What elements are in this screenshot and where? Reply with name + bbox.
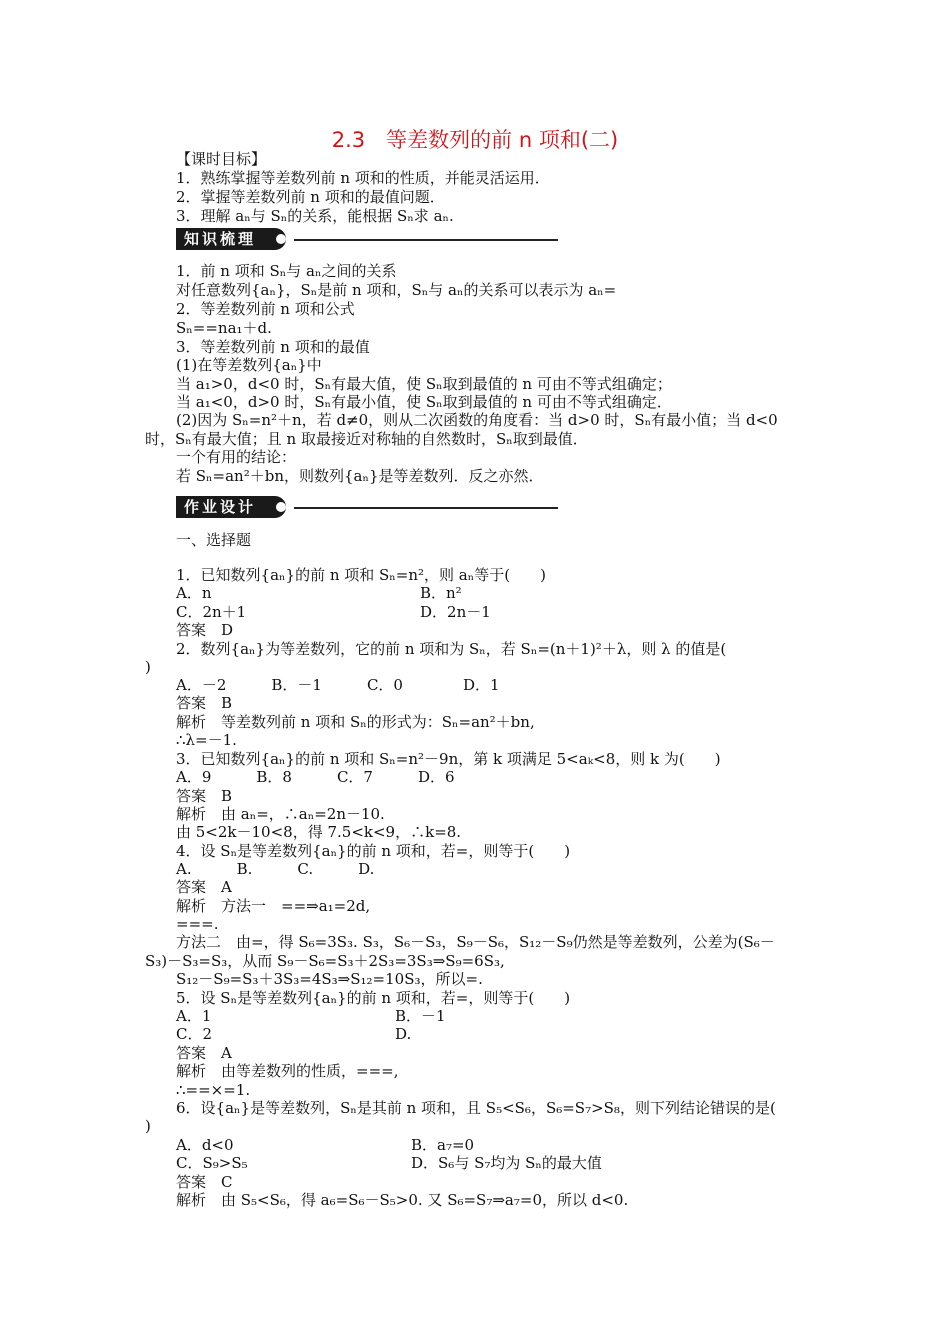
knowledge-line: Sₙ==na₁＋d. [176,319,272,337]
knowledge-line: 时，Sₙ有最大值；且 n 取最接近对称轴的自然数时，Sₙ取到最值． [145,430,588,448]
knowledge-line: 当 a₁<0，d>0 时，Sₙ有最小值，使 Sₙ取到最值的 n 可由不等式组确定． [176,393,672,411]
exercise-heading: 一、选择题 [176,531,252,549]
question-line: 2．数列{aₙ}为等差数列，它的前 n 项和为 Sₙ，若 Sₙ=(n＋1)²＋λ，则 λ 的值是( [176,640,727,658]
option-line: A. B. C. D. [176,860,375,878]
question-line: ) [145,658,151,676]
divider [294,239,558,241]
option-line: D．S₆与 S₇均为 Sₙ的最大值 [411,1154,602,1172]
question-line: 4．设 Sₙ是等差数列{aₙ}的前 n 项和，若=，则等于( ) [176,842,571,860]
option-line: A．d<0 [176,1136,234,1154]
option-line: B．－1 [395,1007,446,1025]
knowledge-line: 一个有用的结论： [176,448,297,466]
explanation-line: ∴==×=1. [176,1081,251,1099]
explanation-line: 解析 由等差数列的性质，===, [176,1062,399,1080]
knowledge-line: 3．等差数列前 n 项和的最值 [176,338,370,356]
option-line: D. [395,1025,412,1043]
objectives-heading: 【课时目标】 [176,150,267,168]
explanation-line: 由 5<2k－10<8，得 7.5<k<9，∴k=8. [176,823,462,841]
explanation-line: S₁₂－S₉=S₃＋3S₃=4S₃⇒S₁₂=10S₃，所以=. [176,970,483,988]
question-line: 1．已知数列{aₙ}的前 n 项和 Sₙ=n²，则 aₙ等于( ) [176,566,546,584]
answer-line: 答案 B [176,694,233,712]
answer-line: 答案 D [176,621,234,639]
option-line: A．1 [176,1007,212,1025]
explanation-line: 解析 方法一 ==⇒a₁=2d, [176,897,371,915]
knowledge-line: (2)因为 Sₙ=n²＋n，若 d≠0，则从二次函数的角度看：当 d>0 时，Sₙ有最小值；当 d<0 [176,411,778,429]
answer-line: 答案 B [176,787,233,805]
section-label: 作业设计 [176,496,286,518]
explanation-line: ===. [176,915,219,933]
explanation-line: 解析 由 S₅<S₆，得 a₆=S₆－S₅>0. 又 S₆=S₇⇒a₇=0，所以 d<0. [176,1191,629,1209]
knowledge-line: 对任意数列{aₙ}，Sₙ是前 n 项和，Sₙ与 aₙ的关系可以表示为 aₙ= [176,281,617,299]
knowledge-line: 1．前 n 项和 Sₙ与 aₙ之间的关系 [176,262,397,280]
explanation-line: 解析 等差数列前 n 项和 Sₙ的形式为：Sₙ=an²＋bn, [176,713,535,731]
option-line: B．n² [420,584,462,602]
knowledge-line: 当 a₁>0，d<0 时，Sₙ有最大值，使 Sₙ取到最值的 n 可由不等式组确定； [176,375,672,393]
question-line: 5．设 Sₙ是等差数列{aₙ}的前 n 项和，若=，则等于( ) [176,989,571,1007]
option-line: D．2n－1 [420,603,491,621]
objective-item: 3．理解 aₙ与 Sₙ的关系，能根据 Sₙ求 aₙ. [176,207,454,225]
explanation-line: 解析 由 aₙ=，∴aₙ=2n－10. [176,805,385,823]
bullet-dot-icon [276,234,286,244]
answer-line: 答案 A [176,1044,232,1062]
answer-line: 答案 C [176,1173,233,1191]
knowledge-line: 若 Sₙ=an²＋bn，则数列{aₙ}是等差数列．反之亦然． [176,467,544,485]
answer-line: 答案 A [176,878,232,896]
section-label: 知识梳理 [176,228,286,250]
knowledge-line: 2．等差数列前 n 项和公式 [176,300,355,318]
option-line: C．2n＋1 [176,603,247,621]
explanation-line: ∴λ=－1. [176,731,237,749]
bullet-dot-icon [276,502,286,512]
page-title: 2.3 等差数列的前 n 项和(二) [331,128,619,152]
objective-item: 2．掌握等差数列前 n 项和的最值问题． [176,188,445,206]
divider [294,507,558,509]
question-line: 3．已知数列{aₙ}的前 n 项和 Sₙ=n²－9n，第 k 项满足 5<aₖ<8，则 k 为( ) [176,750,721,768]
explanation-line: 方法二 由=，得 S₆=3S₃. S₃，S₆－S₃，S₉－S₆，S₁₂－S₉仍然是等差数列，公差为(S₆－ [176,933,775,951]
knowledge-line: (1)在等差数列{aₙ}中 [176,356,322,374]
option-line: A．n [176,584,212,602]
option-line: C．S₉>S₅ [176,1154,248,1172]
section-bar-knowledge [176,228,558,252]
option-line: B．a₇=0 [411,1136,475,1154]
question-line: ) [145,1117,151,1135]
option-line: A．9 B．8 C．7 D．6 [176,768,455,786]
question-line: 6．设{aₙ}是等差数列，Sₙ是其前 n 项和，且 S₅<S₆，S₆=S₇>S₈，则下列结论错误的是( [176,1099,776,1117]
option-line: C．2 [176,1025,213,1043]
objective-item: 1．熟练掌握等差数列前 n 项和的性质，并能灵活运用． [176,169,550,187]
option-line: A．－2 B．－1 C．0 D．1 [176,676,500,694]
section-bar-homework [176,496,558,520]
explanation-line: S₃)－S₃=S₃，从而 S₉－S₆=S₃＋2S₃=3S₃⇒S₉=6S₃, [145,952,505,970]
